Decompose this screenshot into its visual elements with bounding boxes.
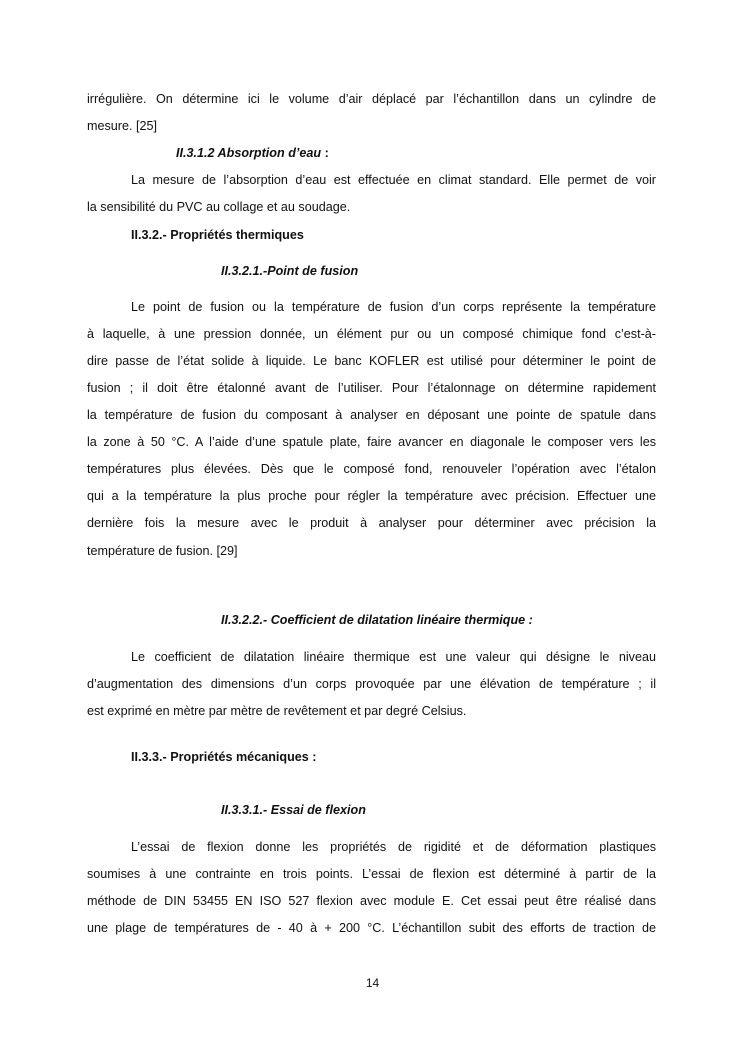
paragraph-line: une plage de températures de - 40 à + 200 °C. L’échantillon subit des efforts de traction de <box>87 921 656 935</box>
paragraph-line: la température de fusion du composant à analyser en déposant une pointe de spatule dans <box>87 408 656 422</box>
paragraph-line: d’augmentation des dimensions d’un corps provoquée par une élévation de température ; il <box>87 677 656 691</box>
heading-title: II.3.1.2 Absorption d’eau <box>176 146 322 160</box>
paragraph-line: est exprimé en mètre par mètre de revêtement et par degré Celsius. <box>87 704 467 718</box>
paragraph-line: à laquelle, à une pression donnée, un élément pur ou un composé chimique fond c’est-à- <box>87 327 656 341</box>
paragraph-line: La mesure de l’absorption d’eau est effectuée en climat standard. Elle permet de voir <box>131 173 656 187</box>
page-number: 14 <box>365 976 380 990</box>
paragraph-line: Le coefficient de dilatation linéaire thermique est une valeur qui désigne le niveau <box>131 650 656 664</box>
heading-colon: : <box>321 146 329 160</box>
heading-flexion-test: II.3.3.1.- Essai de flexion <box>221 803 366 817</box>
paragraph-line: L’essai de flexion donne les propriétés de rigidité et de déformation plastiques <box>131 840 656 854</box>
paragraph-line: irrégulière. On détermine ici le volume d’air déplacé par l’échantillon dans un cylindre de <box>87 92 656 106</box>
paragraph-line: soumises à une contrainte en trois points. L’essai de flexion est déterminé à partir de la <box>87 867 656 881</box>
heading-absorption <box>176 145 576 161</box>
heading-mechanical-properties: II.3.3.- Propriétés mécaniques : <box>131 750 317 764</box>
paragraph-line: fusion ; il doit être étalonné avant de l’utiliser. Pour l’étalonnage on détermine rapidement <box>87 381 656 395</box>
paragraph-line: qui a la température la plus proche pour régler la température avec précision. Effectuer une <box>87 489 656 503</box>
paragraph-line: méthode de DIN 53455 EN ISO 527 flexion avec module E. Cet essai peut être réalisé dans <box>87 894 656 908</box>
paragraph-line: dire passe de l’état solide à liquide. Le banc KOFLER est utilisé pour déterminer le point de <box>87 354 656 368</box>
paragraph-line: la zone à 50 °C. A l’aide d’une spatule plate, faire avancer en diagonale le composer vers les <box>87 435 656 449</box>
heading-thermal-expansion: II.3.2.2.- Coefficient de dilatation linéaire thermique : <box>221 613 533 627</box>
paragraph-line: mesure. [25] <box>87 119 157 133</box>
paragraph-line: température de fusion. [29] <box>87 544 238 558</box>
heading-thermal-properties: II.3.2.- Propriétés thermiques <box>131 228 304 242</box>
paragraph-line: températures plus élevées. Dès que le composé fond, renouveler l’opération avec l’étalon <box>87 462 656 476</box>
paragraph-line: dernière fois la mesure avec le produit à analyser pour déterminer avec précision la <box>87 516 656 530</box>
paragraph-line: Le point de fusion ou la température de fusion d’un corps représente la température <box>131 300 656 314</box>
paragraph-line: la sensibilité du PVC au collage et au soudage. <box>87 200 351 214</box>
heading-melting-point: II.3.2.1.-Point de fusion <box>221 264 359 278</box>
